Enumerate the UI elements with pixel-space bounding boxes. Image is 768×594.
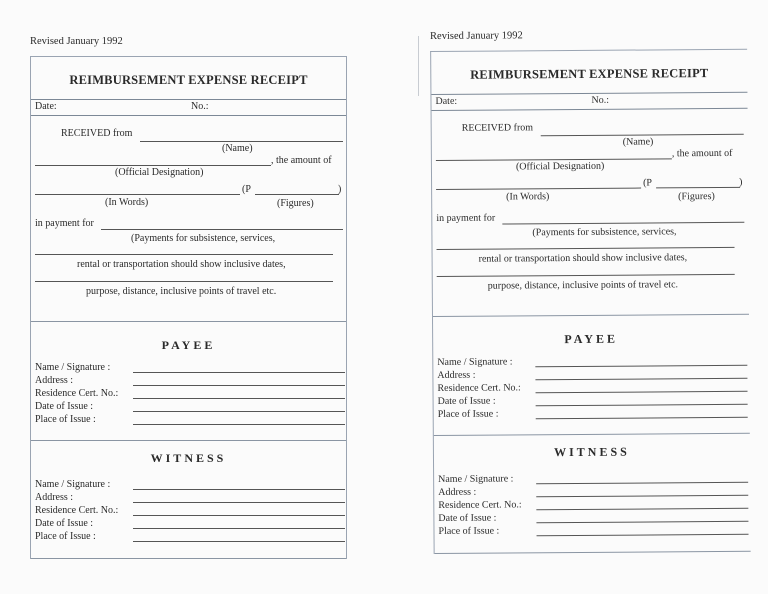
witness-name-signature-label: Name / Signature : [35,479,111,490]
witness-name-signature-line[interactable] [536,482,748,484]
witness-place-of-issue-label: Place of Issue : [35,531,96,542]
payee-title: PAYEE [161,338,216,352]
witness-address-line[interactable] [536,495,748,497]
peso-open: (P [242,184,251,195]
payee-date-of-issue-label: Date of Issue : [35,401,94,412]
witness-address-label: Address : [35,492,74,503]
peso-close: ) [338,184,342,195]
witness-address-label: Address : [438,486,477,498]
received-from-label: RECEIVED from [461,122,534,134]
payee-name-signature-label: Name / Signature : [35,362,111,373]
in-payment-for-label: in payment for [35,218,94,229]
payee-title: PAYEE [564,331,619,347]
receipt-card [430,49,751,554]
payee-name-signature-line[interactable] [535,365,747,367]
amount-figures-line[interactable] [255,194,339,195]
witness-residence-cert-label: Residence Cert. No.: [438,499,522,511]
payments-caption-3: purpose, distance, inclusive points of travel etc. [86,286,277,297]
figures-caption: (Figures) [678,191,715,203]
payment-for-line[interactable] [502,222,744,225]
date-label: Date: [35,101,57,112]
witness-date-of-issue-line[interactable] [536,521,748,523]
payee-date-of-issue-label: Date of Issue : [437,395,496,407]
revised-date: Revised January 1992 [30,36,123,47]
payments-caption-1: (Payments for subsistence, services, [131,233,276,244]
payee-name-signature-line[interactable] [133,372,345,373]
witness-address-line[interactable] [133,502,345,503]
amount-words-line[interactable] [436,188,641,190]
date-label: Date: [435,95,458,107]
witness-residence-cert-line[interactable] [133,515,345,516]
receipt-body [31,116,346,322]
received-from-label: RECEIVED from [61,128,133,139]
payee-residence-cert-line[interactable] [536,391,748,393]
figures-caption: (Figures) [277,198,314,209]
payee-place-of-issue-label: Place of Issue : [35,414,96,425]
in-payment-for-label: in payment for [436,212,496,224]
number-label: No.: [591,94,610,106]
payee-address-label: Address : [35,375,74,386]
payee-address-line[interactable] [133,385,345,386]
payment-line-3[interactable] [437,274,735,277]
payee-address-line[interactable] [535,378,747,380]
name-caption: (Name) [622,136,654,148]
witness-title: WITNESS [554,444,630,460]
payee-date-of-issue-line[interactable] [536,404,748,406]
official-designation-caption: (Official Designation) [515,160,605,173]
payment-line-2[interactable] [35,254,333,255]
witness-date-of-issue-label: Date of Issue : [438,512,497,524]
payments-caption-3: purpose, distance, inclusive points of travel etc. [487,279,679,292]
designation-field-line[interactable] [35,165,271,166]
witness-name-signature-line[interactable] [133,489,345,490]
form-title: REIMBURSEMENT EXPENSE RECEIPT [69,73,308,87]
amount-of-label: , the amount of [271,155,332,166]
payment-line-3[interactable] [35,281,333,282]
official-designation-caption: (Official Designation) [115,167,204,178]
receipt-form-left [30,36,347,559]
form-title: REIMBURSEMENT EXPENSE RECEIPT [470,66,709,82]
name-caption: (Name) [222,143,253,154]
receipt-card [30,56,347,559]
revised-date: Revised January 1992 [430,30,523,42]
witness-name-signature-label: Name / Signature : [438,473,514,485]
payee-residence-cert-label: Residence Cert. No.: [35,388,119,399]
peso-open: (P [643,177,653,189]
payee-place-of-issue-label: Place of Issue : [437,408,499,420]
witness-section [31,441,346,559]
peso-close: ) [739,176,743,188]
witness-place-of-issue-line[interactable] [537,534,749,536]
witness-section [434,434,751,554]
name-field-line[interactable] [140,141,343,142]
witness-place-of-issue-line[interactable] [133,541,345,542]
page-fold-mark [418,36,419,96]
payee-date-of-issue-line[interactable] [133,411,345,412]
amount-of-label: , the amount of [671,147,733,160]
date-number-row [31,99,346,116]
witness-residence-cert-line[interactable] [536,508,748,510]
payment-for-line[interactable] [101,229,343,230]
payee-place-of-issue-line[interactable] [536,417,748,419]
witness-residence-cert-label: Residence Cert. No.: [35,505,119,516]
payment-line-2[interactable] [437,247,735,250]
receipt-form-right [430,29,751,554]
payments-caption-2: rental or transportation should show inclusive dates, [478,252,688,265]
number-label: No.: [191,101,209,112]
payee-section [31,322,346,441]
payee-section [433,315,750,436]
witness-place-of-issue-label: Place of Issue : [438,525,500,537]
amount-figures-line[interactable] [656,187,740,189]
payee-name-signature-label: Name / Signature : [437,356,513,368]
payee-place-of-issue-line[interactable] [133,424,345,425]
payee-address-label: Address : [437,369,476,381]
payee-residence-cert-line[interactable] [133,398,345,399]
payee-residence-cert-label: Residence Cert. No.: [437,382,521,394]
witness-title: WITNESS [150,451,227,465]
in-words-caption: (In Words) [105,197,149,208]
receipt-body [432,109,749,317]
in-words-caption: (In Words) [506,191,550,203]
witness-date-of-issue-line[interactable] [133,528,345,529]
payments-caption-2: rental or transportation should show inclusive dates, [77,259,286,270]
witness-date-of-issue-label: Date of Issue : [35,518,94,529]
payments-caption-1: (Payments for subsistence, services, [532,226,677,239]
amount-words-line[interactable] [35,194,240,195]
